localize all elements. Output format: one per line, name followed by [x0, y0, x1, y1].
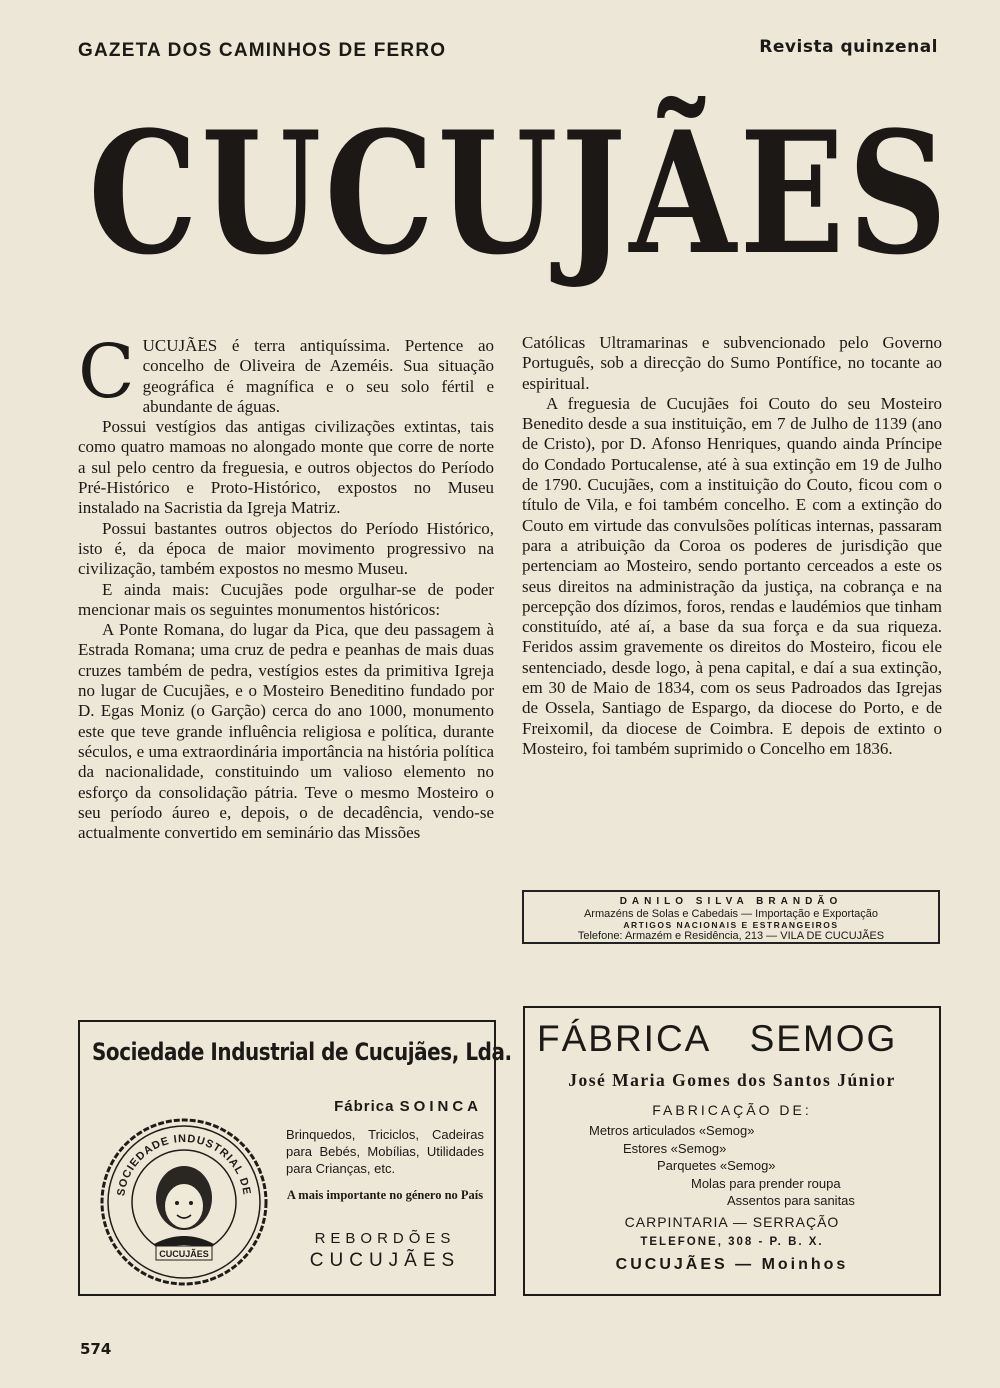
article-paragraph: Católicas Ultramarinas e subvencionado pelo Governo Português, sob a direcção do Sumo Pontífice, no tocante ao espiritual. — [522, 333, 942, 393]
magazine-frequency: Revista quinzenal — [759, 37, 938, 57]
product-item: Assentos para sanitas — [727, 1193, 855, 1208]
article-title: CUCUJÃES — [88, 94, 951, 292]
ad-product-list — [525, 1122, 939, 1210]
ad-soinca — [78, 1020, 512, 1296]
article-paragraph: Possui vestígios das antigas civilizações extintas, tais como quatro mamoas no alongado monte que corre de norte a sul pelo centro da freguesia, e outros objectos do Período Pré-Histórico e Proto-Histórico, expostos no Museu instalado na Sacristia da Igreja Matriz. — [78, 417, 494, 518]
paragraph-text: UCUJÃES é terra antiquíssima. Pertence ao concelho de Oliveira de Azeméis. Sua situação geográfica é magnífica e o seu solo fértil e abundante de águas. — [142, 336, 494, 416]
ad-company-name: DANILO SILVA BRANDÃO — [619, 896, 843, 907]
ad-products-heading: FABRICAÇÃO DE: — [652, 1102, 812, 1118]
ad-danilo-silva-brandao — [522, 890, 940, 944]
ad-line: ARTIGOS NACIONAIS E ESTRANGEIROS — [623, 920, 839, 930]
page-number: 574 — [80, 1340, 112, 1358]
company-seal-logo — [98, 1116, 270, 1288]
ad-slogan: A mais importante no género no País — [286, 1188, 484, 1202]
article-paragraph: A freguesia de Cucujães foi Couto do seu Mosteiro Benedito desde a sua instituição, em 7 de Julho de 1139 (ano de Cristo), por D. Afonso Henriques, quando ainda Príncipe do Condado Portucalense, até à sua extinção em 19 de Julho de 1790. Cucujães, com a instituição do Couto, ficou com o título de Vila, e foi também concelho. E com a extinção do Couto em virtude das convulsões políticas internas, passaram para a atribuição da Coroa os poderes de jurisdição que pertenciam ao Mosteiro, sendo portanto cerceados a este os seus direitos na administração da justiça, na cobrança e na percepção dos dízimos, foros, rendas e laudémios que tinham constituído, até aí, a base da sua força e da sua riqueza. Feridos assim gravemente os direitos do Mosteiro, ficou ele sentenciado, desde logo, à pena capital, e daí a sua extinção, em 30 de Maio de 1834, com os seus Padroados das Igrejas de Ossela, Santiago de Espargo, da diocese do Porto, e de Freixomil, da diocese de Coimbra. E depois de extinto o Mosteiro, foi também suprimido o Concelho em 1836. — [522, 393, 942, 758]
drop-cap: C — [78, 329, 135, 415]
seal-icon — [98, 1116, 270, 1288]
article-column-left — [78, 329, 494, 843]
location-line: REBORDÕES — [314, 1230, 456, 1247]
ad-company-name: Sociedade Industrial de Cucujães, Lda. — [92, 1038, 512, 1066]
ad-fabrica-semog — [523, 1006, 941, 1296]
article-paragraph — [78, 329, 494, 417]
product-item: Metros articulados «Semog» — [589, 1123, 755, 1138]
ad-location: CUCUJÃES — Moinhos — [615, 1256, 849, 1273]
ad-services: CARPINTARIA — SERRAÇÃO — [624, 1214, 840, 1230]
ad-factory-name — [334, 1098, 482, 1115]
article-paragraph: Possui bastantes outros objectos do Período Histórico, isto é, da época de maior movimento progressivo na civilização, também expostos no mesmo Museu. — [78, 518, 494, 579]
factory-brand: SOINCA — [399, 1098, 482, 1115]
ad-location — [282, 1228, 488, 1272]
ad-company-name: FÁBRICA SEMOG — [537, 1018, 898, 1059]
magazine-title: GAZETA DOS CAMINHOS DE FERRO — [78, 40, 447, 61]
ad-description: Brinquedos, Triciclos, Cadeiras para Bebés, Mobílias, Utilidades para Crianças, etc. — [286, 1127, 484, 1176]
ad-telephone: TELEFONE, 308 - P. B. X. — [640, 1236, 824, 1248]
article-paragraph: E ainda mais: Cucujães pode orgulhar-se de poder mencionar mais os seguintes monumentos históricos: — [78, 579, 494, 619]
article-column-right — [522, 333, 942, 759]
ad-owner-name: José Maria Gomes dos Santos Júnior — [568, 1070, 896, 1090]
product-item: Parquetes «Semog» — [657, 1158, 776, 1173]
product-item: Molas para prender roupa — [691, 1175, 841, 1191]
factory-prefix: Fábrica — [334, 1098, 395, 1115]
product-item: Estores «Semog» — [623, 1140, 727, 1156]
article-paragraph: A Ponte Romana, do lugar da Pica, que deu passagem à Estrada Romana; uma cruz de pedra e peanhas de mais duas cruzes também de pedra, vestígios estes da primitiva Igreja no lugar de Cucujães, e o Mosteiro Beneditino fundado por D. Egas Moniz (o Garção) cerca do ano 1000, monumento este que teve grande influência religiosa e política, durante séculos, e uma extraordinária importância na história política da nacionalidade, constituindo um valioso elemento no esforço da consolidação pátria. Teve o mesmo Mosteiro o seu período áureo e, depois, o de decadência, vendo-se actualmente convertido em seminário das Missões — [78, 620, 494, 843]
svg-text:SOCIEDADE INDUSTRIAL DE CUCUJÃ: SOCIEDADE INDUSTRIAL DE — [115, 1132, 253, 1197]
ad-line: Telefone: Armazém e Residência, 213 — VILA DE CUCUJÃES — [577, 930, 885, 942]
ad-line: Armazéns de Solas e Cabedais — Importação e Exportação — [583, 908, 879, 920]
location-city: CUCUJÃES — [309, 1250, 461, 1271]
svg-text:CUCUJÃES: CUCUJÃES — [159, 1249, 209, 1259]
